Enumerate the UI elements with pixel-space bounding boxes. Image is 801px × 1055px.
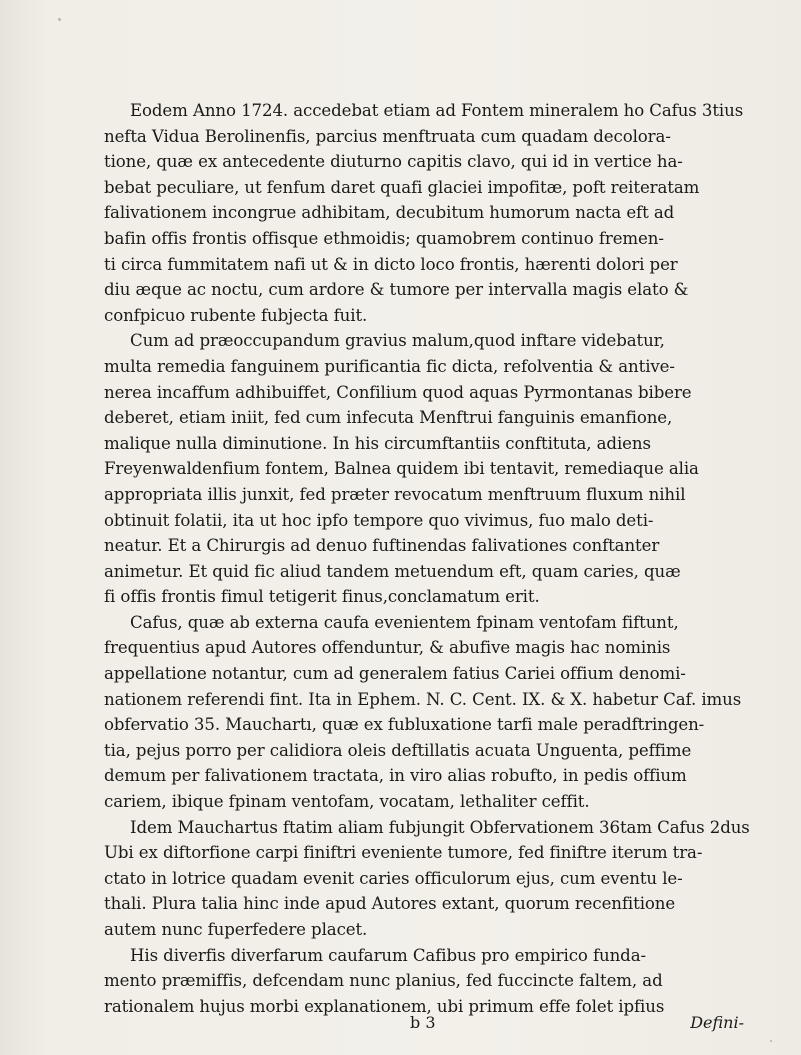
text-line: thali. Plura talia hinc inde apud Autores extant, quorum recenfitione [104, 894, 676, 914]
signature-mark: b 3 [410, 1013, 436, 1032]
text-line: nerea incaffum adhibuiffet, Confilium quod aquas Pyrmontanas bibere [104, 382, 692, 402]
text-line: nationem referendi fint. Ita in Ephem. N. C. Cent. IX. & X. habetur Caf. imus [104, 689, 742, 709]
text-line: bebat peculiare, ut fenfum daret quafi glaciei impofitæ, poft reiteratam [104, 177, 700, 197]
text-line: tione, quæ ex antecedente diuturno capitis clavo, qui id in vertice ha- [104, 152, 683, 172]
text-line: Idem Mauchartus ftatim aliam fubjungit Obfervationem 36tam Cafus 2dus [130, 817, 750, 837]
catchword: Defini- [690, 1013, 744, 1032]
text-line: Ubi ex diftorfione carpi finiftri eveniente tumore, fed finiftre iterum tra- [104, 843, 703, 863]
text-line: frequentius apud Autores offenduntur, & abufive magis hac nominis [104, 638, 671, 658]
text-line: falivationem incongrue adhibitam, decubitum humorum nacta eft ad [104, 203, 675, 223]
text-line: rationalem hujus morbi explanationem, ubi primum effe folet ipfius [104, 996, 665, 1016]
text-line: obtinuit folatii, ita ut hoc ipfo tempore quo vivimus, fuo malo deti- [104, 510, 654, 530]
text-line: appellatione notantur, cum ad generalem fatius Cariei offium denomi- [104, 664, 686, 684]
paper-speck [770, 1040, 772, 1042]
paper-speck [58, 18, 61, 21]
text-line: ti circa fummitatem nafi ut & in dicto loco frontis, hærenti dolori per [104, 254, 678, 274]
text-line: ctato in lotrice quadam evenit caries officulorum ejus, cum eventu le- [104, 868, 683, 888]
text-line: obfervatio 35. Mauchartı, quæ ex fubluxatione tarfi male peradftringen- [104, 715, 705, 735]
body-text [104, 98, 764, 1019]
text-line: confpicuo rubente fubjecta fuit. [104, 305, 368, 325]
text-line: fi offis frontis fimul tetigerit finus,conclamatum erit. [104, 587, 540, 607]
text-line: tia, pejus porro per calidiora oleis deftillatis acuata Unguenta, peffime [104, 740, 692, 760]
text-line: neatur. Et a Chirurgis ad denuo fuftinendas falivationes conftanter [104, 536, 660, 556]
text-line: autem nunc fuperfedere placet. [104, 920, 368, 939]
text-line: Cum ad præoccupandum gravius malum,quod inftare videbatur, [130, 331, 665, 351]
text-line: Freyenwaldenfium fontem, Balnea quidem ibi tentavit, remediaque alia [104, 459, 699, 479]
text-line: cariem, ibique fpinam ventofam, vocatam, lethaliter ceffit. [104, 792, 590, 812]
text-line: His diverfis diverfarum caufarum Cafibus pro empirico funda- [130, 945, 646, 965]
text-line: nefta Vidua Berolinenfis, parcius menftruata cum quadam decolora- [104, 126, 671, 146]
text-line: multa remedia fanguinem purificantia fic dicta, refolventia & antive- [104, 356, 675, 376]
text-line: animetur. Et quid fic aliud tandem metuendum eft, quam caries, quæ [104, 561, 681, 581]
text-line: Eodem Anno 1724. accedebat etiam ad Fontem mineralem ho Cafus 3tius [130, 101, 744, 120]
text-line: malique nulla diminutione. In his circumftantiis conftituta, adiens [104, 433, 651, 453]
text-line: diu æque ac noctu, cum ardore & tumore per intervalla magis elato & [104, 280, 689, 300]
page-footer [104, 1010, 764, 1036]
text-line: demum per falivationem tractata, in viro alias robufto, in pedis offium [104, 766, 687, 786]
text-line: deberet, etiam iniit, fed cum infecuta Menftrui fanguinis emanfione, [104, 408, 673, 428]
text-line: mento præmiffis, defcendam nunc planius, fed fuccincte faltem, ad [104, 971, 663, 991]
text-line: Cafus, quæ ab externa caufa evenientem fpinam ventofam fiftunt, [130, 612, 679, 632]
text-line: appropriata illis junxit, fed præter revocatum menftruum fluxum nihil [104, 484, 686, 504]
text-line: bafin offis frontis offisque ethmoidis; quamobrem continuo fremen- [104, 228, 664, 248]
